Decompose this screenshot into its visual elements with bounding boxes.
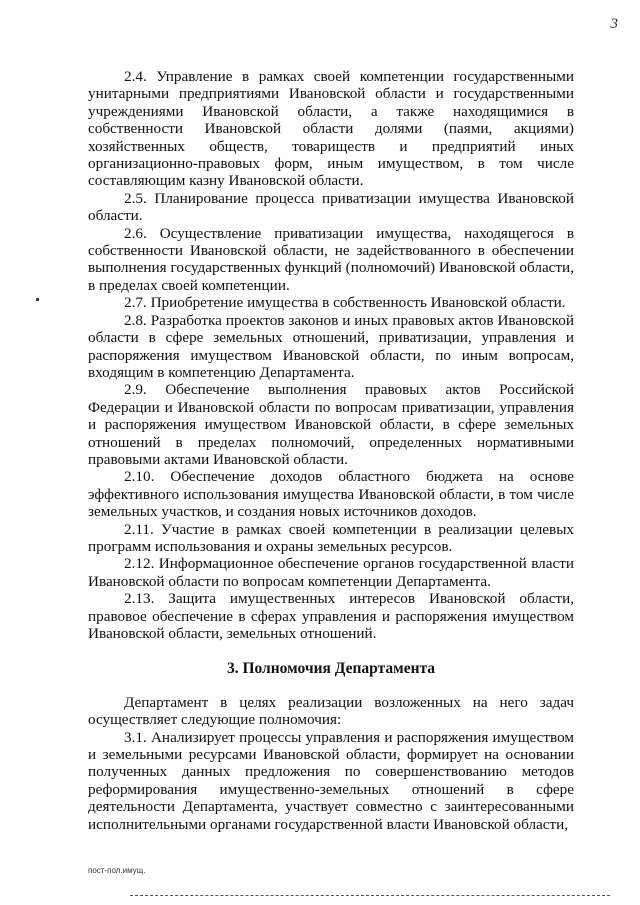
document-body: [88, 68, 574, 833]
paragraph-2-9: 2.9. Обеспечение выполнения правовых актов Российской Федерации и Ивановской области по вопросам приватизации, управления и распоряжения имуществом Ивановской области, в сфере земельных отношений в пределах полномочий, определенных нормативными правовыми актами Ивановской области.: [88, 381, 574, 468]
section-title: 3. Полномочия Департамента: [226, 660, 436, 678]
paragraph-2-10: 2.10. Обеспечение доходов областного бюджета на основе эффективного использования имущества Ивановской области, в том числе земельных участков, и создания новых источников доходов.: [88, 468, 574, 521]
paragraph-2-6: 2.6. Осуществление приватизации имущества, находящегося в собственности Ивановской области, не задействованного в обеспечении выполнения государственных функций (полномочий) Ивановской области, в пределах своей компетенции.: [88, 224, 574, 294]
paragraph-intro: Департамент в целях реализации возложенных на него задач осуществляет следующие полномочия:: [88, 693, 574, 729]
paragraph-2-5: 2.5. Планирование процесса приватизации имущества Ивановской области.: [88, 189, 574, 225]
paragraph-2-12: 2.12. Информационное обеспечение органов государственной власти Ивановской области по вопросам компетенции Департамента.: [88, 555, 574, 590]
paragraph-3-1: 3.1. Анализирует процессы управления и распоряжения имуществом и земельными ресурсами Ивановской области, формирует на основании полученных данных предложения по совершенствованию методов реформирования имущественно-земельных отношений в сфере деятельности Департамента, участвует совместно с заинтересованными исполнительными органами государственной власти Ивановской области,: [88, 728, 574, 833]
paragraph-2-8: 2.8. Разработка проектов законов и иных правовых актов Ивановской области в сфере земельных отношений, приватизации, управления и распоряжения имуществом Ивановской области, по иным вопросам, входящим в компетенцию Департамента.: [88, 311, 574, 381]
paragraph-2-13: 2.13. Защита имущественных интересов Ивановской области, правовое обеспечение в сферах управления и распоряжения имуществом Ивановской области, земельных отношений.: [88, 590, 574, 642]
paragraph-2-7: 2.7. Приобретение имущества в собственность Ивановской области.: [124, 294, 566, 312]
margin-mark: [36, 298, 39, 301]
footer-note: пост-пол.имущ.: [88, 866, 146, 875]
page-number: 3: [610, 16, 618, 32]
scan-edge-line: [130, 895, 610, 897]
paragraph-2-4: 2.4. Управление в рамках своей компетенции государственными унитарными предприятиями Ивановской области и государственными учреждениями Ивановской области, а также находящимися в собственности Ивановской области долями (паями, акциями) хозяйственных обществ, товариществ и предприятий иных организационно-правовых форм, иным имуществом, в том числе составляющим казну Ивановской области.: [88, 68, 574, 190]
paragraph-2-11: 2.11. Участие в рамках своей компетенции в реализации целевых программ использования и охраны земельных ресурсов.: [88, 520, 574, 555]
